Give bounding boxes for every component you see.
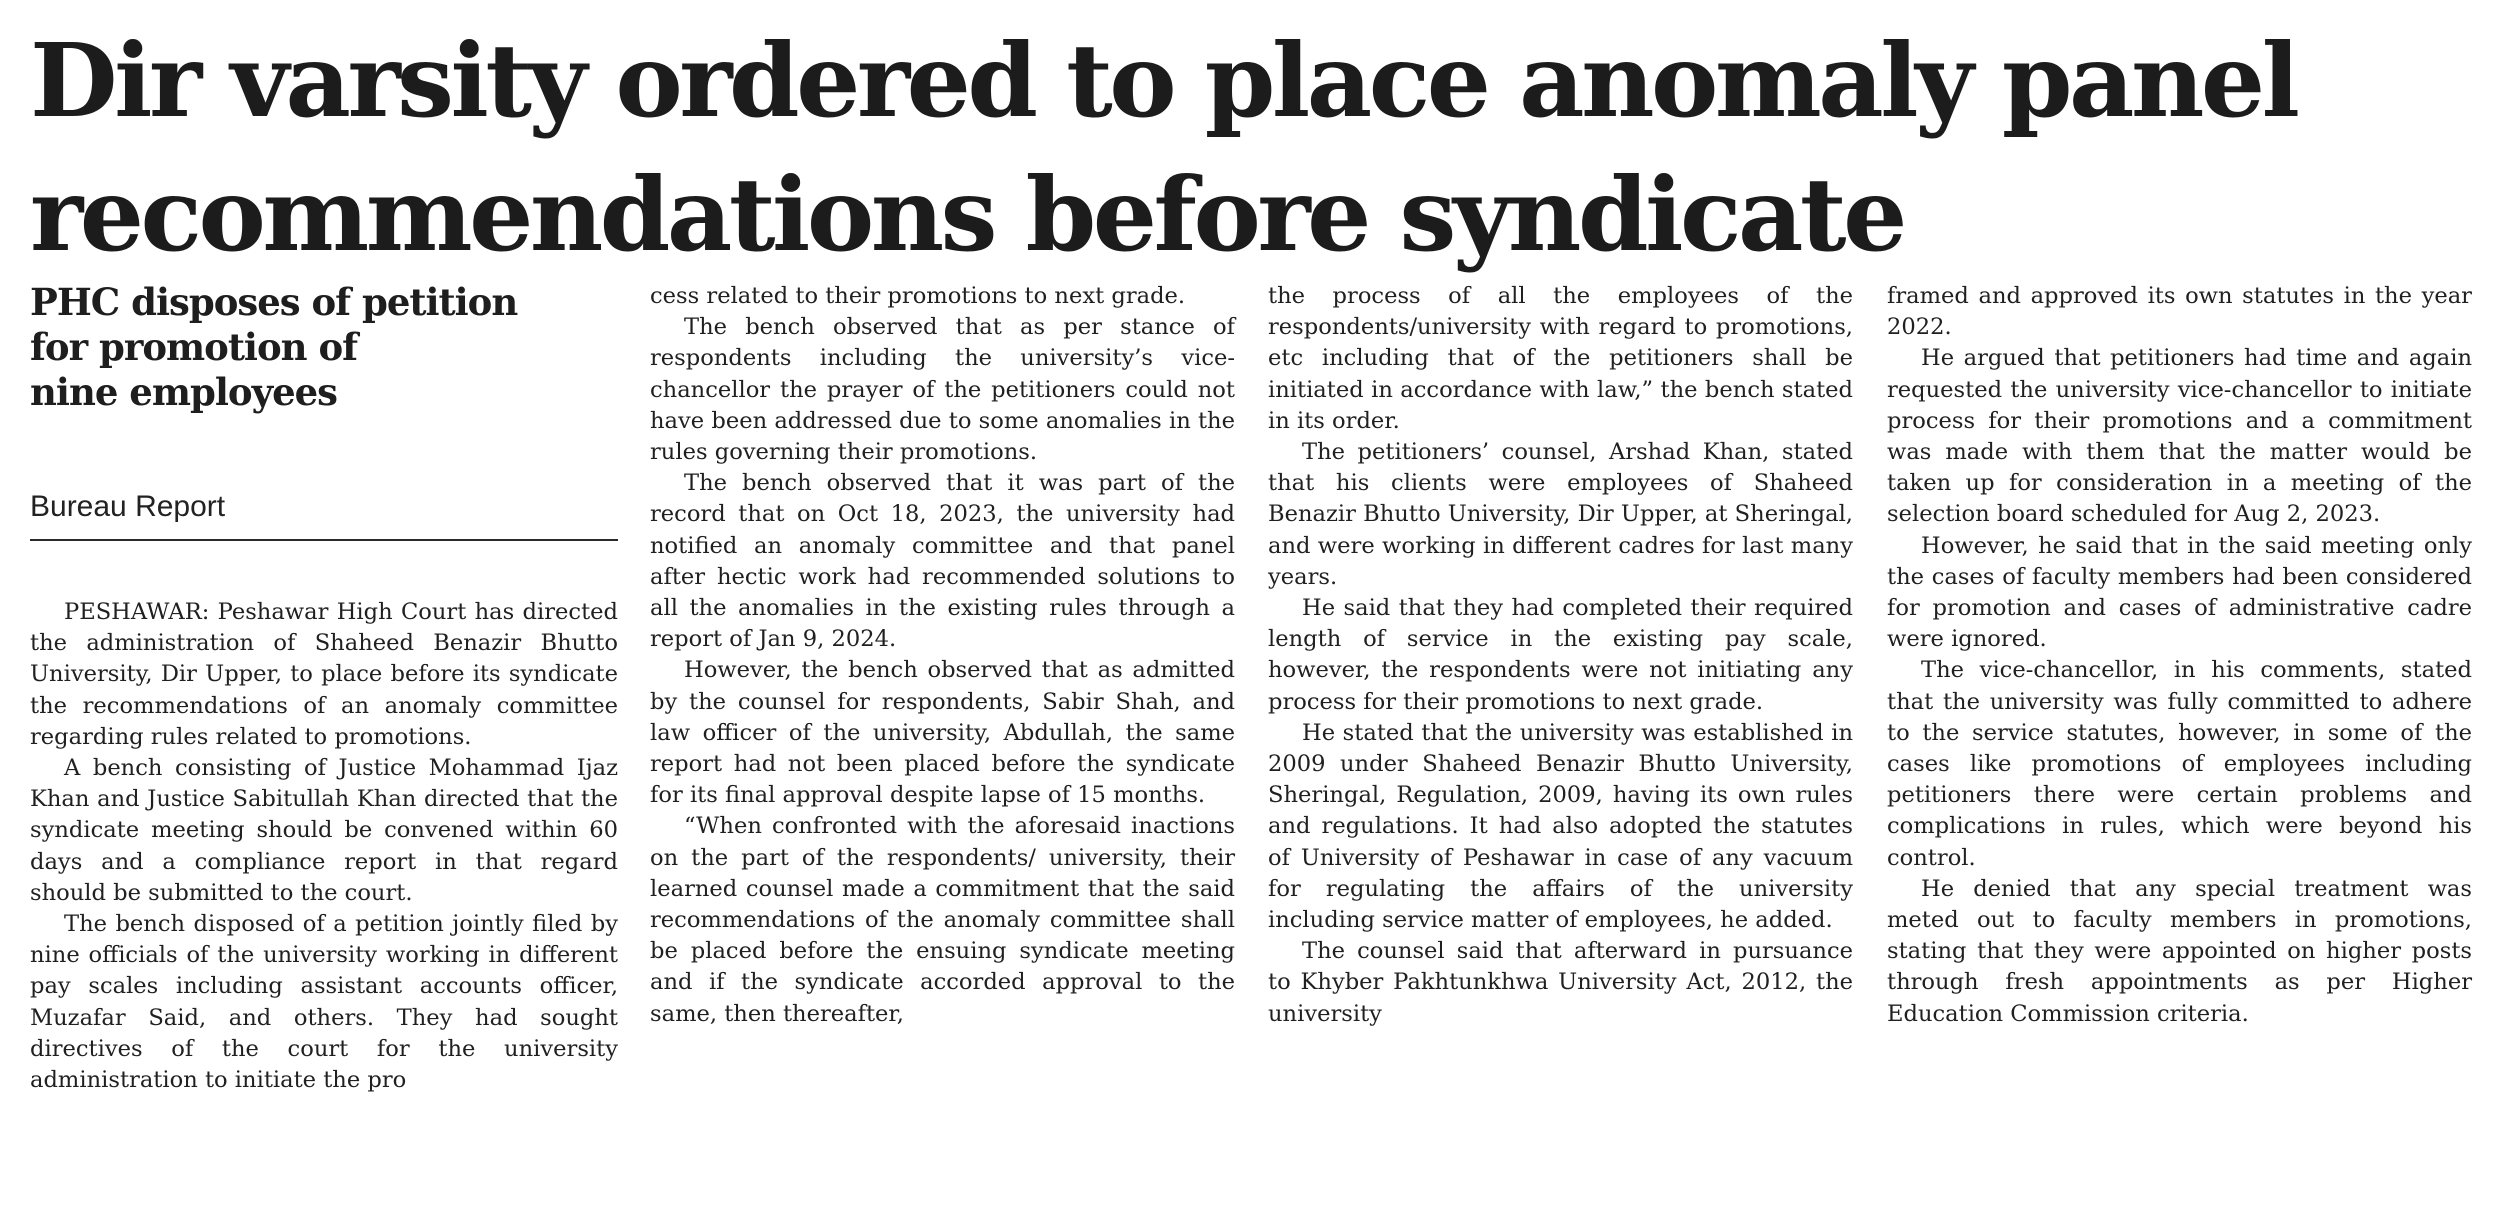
subheadline (30, 280, 618, 415)
paragraph: He denied that any special treatment was meted out to faculty members in promotions, stating that they were appointed on higher posts through fresh appointments as per Higher Education Commission criteria. (1887, 875, 2472, 1027)
paragraph-continued: framed and approved its own statutes in the year 2022. (1887, 283, 2472, 341)
paragraph: “When confronted with the aforesaid inactions on the part of the respondents/ university, their learned counsel made a commitment that the said recommendations of the anomaly committee shall be placed before the ensuing syndicate meeting and if the syndicate accorded approval to the same, then thereafter, (650, 813, 1235, 1027)
subheadline-line-1: PHC disposes of petition (30, 280, 518, 324)
paragraph: PESHAWAR: Peshawar High Court has directed the administration of Shaheed Benazir Bhutto University, Dir Upper, to place before its syndicate the recommendations of an anomaly committee regarding rules related to promotions. (30, 599, 618, 750)
subheadline-line-3: nine employees (30, 370, 337, 414)
subheadline-line-2: for promotion of (30, 325, 358, 369)
article-column-3 (1268, 281, 1853, 1030)
column-1-body (30, 597, 618, 1096)
headline-line-1: Dir varsity ordered to place anomaly panel (30, 21, 2297, 140)
paragraph: The vice-chancellor, in his comments, stated that the university was fully committed to adhere to the service statutes, however, in some of the cases like promotions of employees including petitioners there were certain problems and complications in rules, which were beyond his control. (1887, 657, 2472, 871)
paragraph: The bench disposed of a petition jointly filed by nine officials of the university working in different pay scales including assistant accounts officer, Muzafar Said, and others. They had sought directives of the court for the university administration to initiate the pro (30, 911, 618, 1094)
paragraph: The bench observed that it was part of the record that on Oct 18, 2023, the university had notified an anomaly committee and that panel after hectic work had recommended solutions to all the anomalies in the existing rules through a report of Jan 9, 2024. (650, 470, 1235, 653)
paragraph: The counsel said that afterward in pursuance to Khyber Pakhtunkhwa University Act, 2012, the university (1268, 938, 1853, 1027)
paragraph-continued: cess related to their promotions to next grade. (650, 283, 1186, 309)
paragraph-continued: the process of all the employees of the respondents/university with regard to promotions, etc including that of the petitioners shall be initiated in accordance with law,” the bench stated in its order. (1268, 283, 1853, 434)
paragraph: He argued that petitioners had time and again requested the university vice-chancellor to initiate process for their promotions and a commitment was made with them that the matter would be taken up for consideration in a meeting of the selection board scheduled for Aug 2, 2023. (1887, 345, 2472, 528)
article-column-1 (30, 280, 618, 1096)
paragraph: The bench observed that as per stance of respondents including the university’s vice-chancellor the prayer of the petitioners could not have been addressed due to some anomalies in the rules governing their promotions. (650, 314, 1235, 466)
byline: Bureau Report (30, 489, 618, 541)
paragraph: He said that they had completed their required length of service in the existing pay scale, however, the respondents were not initiating any process for their promotions to next grade. (1268, 595, 1853, 715)
paragraph: A bench consisting of Justice Mohammad Ijaz Khan and Justice Sabitullah Khan directed that the syndicate meeting should be convened within 60 days and a compliance report in that regard should be submitted to the court. (30, 755, 618, 906)
headline-line-2: recommendations before syndicate (30, 155, 1904, 274)
paragraph: However, he said that in the said meeting only the cases of faculty members had been considered for promotion and cases of administrative cadre were ignored. (1887, 532, 2472, 653)
headline (30, 14, 2470, 282)
paragraph: He stated that the university was established in 2009 under Shaheed Benazir Bhutto University, Sheringal, Regulation, 2009, having its own rules and regulations. It had also adopted the statutes of University of Peshawar in case of any vacuum for regulating the affairs of the university including service matter of employees, he added. (1268, 719, 1853, 934)
paragraph: However, the bench observed that as admitted by the counsel for respondents, Sabir Shah, and law officer of the university, Abdullah, the same report had not been placed before the syndicate for its final approval despite lapse of 15 months. (650, 657, 1235, 809)
paragraph: The petitioners’ counsel, Arshad Khan, stated that his clients were employees of Shaheed Benazir Bhutto University, Dir Upper, at Sheringal, and were working in different cadres for last many years. (1268, 439, 1853, 590)
article-column-2 (650, 281, 1235, 1030)
article-column-4 (1887, 281, 2472, 1030)
